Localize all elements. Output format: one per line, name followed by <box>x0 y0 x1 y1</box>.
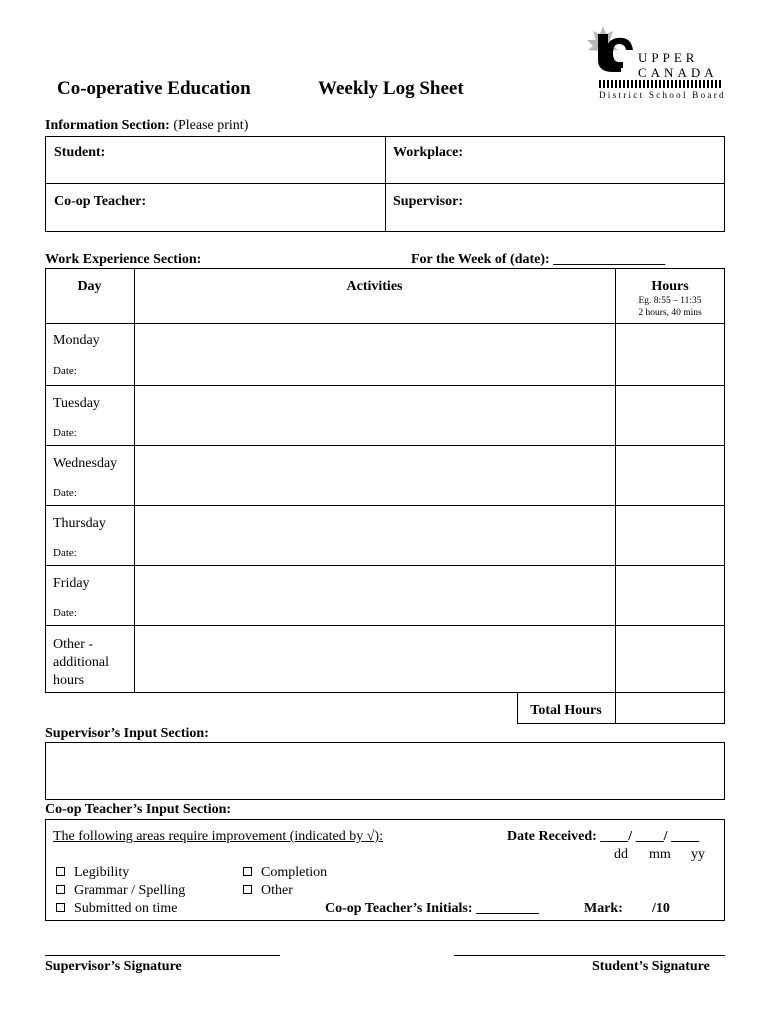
day-label-friday: Friday <box>53 576 90 591</box>
date-received-field[interactable]: Date Received: ____/ ____/ ____ <box>507 829 700 844</box>
checkbox-icon[interactable] <box>56 867 65 876</box>
other-activities-field[interactable] <box>136 627 613 691</box>
checkbox-icon[interactable] <box>243 885 252 894</box>
checkbox-legibility[interactable]: Legibility <box>56 865 129 881</box>
school-board-logo <box>583 22 728 102</box>
other-hours-field[interactable] <box>617 627 723 691</box>
student-field-label: Student: <box>54 145 106 160</box>
tuesday-activities-field[interactable] <box>136 387 613 443</box>
workplace-field[interactable] <box>480 140 720 180</box>
info-section-heading: Information Section: (Please print) <box>45 118 249 133</box>
supervisor-signature-line[interactable] <box>45 955 280 956</box>
monday-hours-field[interactable] <box>617 325 723 383</box>
supervisor-field-label: Supervisor: <box>393 194 463 209</box>
col-header-day: Day <box>77 279 102 294</box>
date-format-dd: dd <box>614 847 628 862</box>
student-signature-line[interactable] <box>454 955 725 956</box>
work-section-heading: Work Experience Section: <box>45 252 202 267</box>
mark-label: Mark: <box>584 901 623 916</box>
supervisor-input-heading: Supervisor’s Input Section: <box>45 726 209 741</box>
day-label-wednesday: Wednesday <box>53 456 118 471</box>
coop-teacher-field[interactable] <box>160 188 380 228</box>
supervisor-input-field[interactable] <box>45 742 725 800</box>
supervisor-field[interactable] <box>480 188 720 228</box>
wednesday-hours-field[interactable] <box>617 447 723 503</box>
date-format-mm: mm <box>649 847 671 862</box>
date-label: Date: <box>53 365 77 377</box>
checkbox-submitted-on-time[interactable]: Submitted on time <box>56 901 177 917</box>
tuesday-hours-field[interactable] <box>617 387 723 443</box>
day-label-other: Other - additional hours <box>53 637 109 688</box>
student-signature-label: Student’s Signature <box>592 959 710 974</box>
uc-monogram-icon <box>595 32 635 74</box>
workplace-field-label: Workplace: <box>393 145 463 160</box>
total-hours-field[interactable] <box>617 694 723 722</box>
improvement-instruction: The following areas require improvement (indicated by √): <box>53 829 383 844</box>
form-subtitle: Weekly Log Sheet <box>318 78 464 99</box>
checkbox-icon[interactable] <box>56 903 65 912</box>
form-title: Co-operative Education <box>57 78 251 99</box>
hours-example: 2 hours, 40 mins <box>638 308 702 318</box>
total-hours-label: Total Hours <box>530 703 602 718</box>
checkbox-icon[interactable] <box>243 867 252 876</box>
date-label: Date: <box>53 547 77 559</box>
logo-text-canada: CANADA <box>638 65 718 80</box>
mark-value[interactable]: /10 <box>652 901 670 916</box>
monday-activities-field[interactable] <box>136 325 613 383</box>
teacher-initials-field[interactable]: Co-op Teacher’s Initials: _________ <box>325 901 540 916</box>
hours-example: Eg. 8:55 – 11:35 <box>638 296 702 306</box>
friday-hours-field[interactable] <box>617 567 723 623</box>
day-label-tuesday: Tuesday <box>53 396 100 411</box>
date-format-yy: yy <box>691 847 705 862</box>
student-field[interactable] <box>120 140 380 180</box>
friday-activities-field[interactable] <box>136 567 613 623</box>
checkbox-completion[interactable]: Completion <box>243 865 327 881</box>
col-header-hours: Hours <box>651 279 689 294</box>
coop-teacher-field-label: Co-op Teacher: <box>54 194 147 209</box>
checkbox-other[interactable]: Other <box>243 883 293 899</box>
date-label: Date: <box>53 427 77 439</box>
teacher-input-heading: Co-op Teacher’s Input Section: <box>45 802 232 817</box>
day-label-monday: Monday <box>53 333 100 348</box>
date-label: Date: <box>53 487 77 499</box>
logo-pattern <box>599 80 722 88</box>
thursday-hours-field[interactable] <box>617 507 723 563</box>
col-header-activities: Activities <box>346 279 403 294</box>
date-label: Date: <box>53 607 77 619</box>
week-of-date-field[interactable]: For the Week of (date): ________________ <box>411 252 666 267</box>
logo-text-upper: UPPER <box>638 50 699 65</box>
day-label-thursday: Thursday <box>53 516 106 531</box>
logo-text-district: District School Board <box>599 90 726 100</box>
checkbox-grammar-spelling[interactable]: Grammar / Spelling <box>56 883 185 899</box>
checkbox-icon[interactable] <box>56 885 65 894</box>
supervisor-signature-label: Supervisor’s Signature <box>45 959 182 974</box>
thursday-activities-field[interactable] <box>136 507 613 563</box>
wednesday-activities-field[interactable] <box>136 447 613 503</box>
